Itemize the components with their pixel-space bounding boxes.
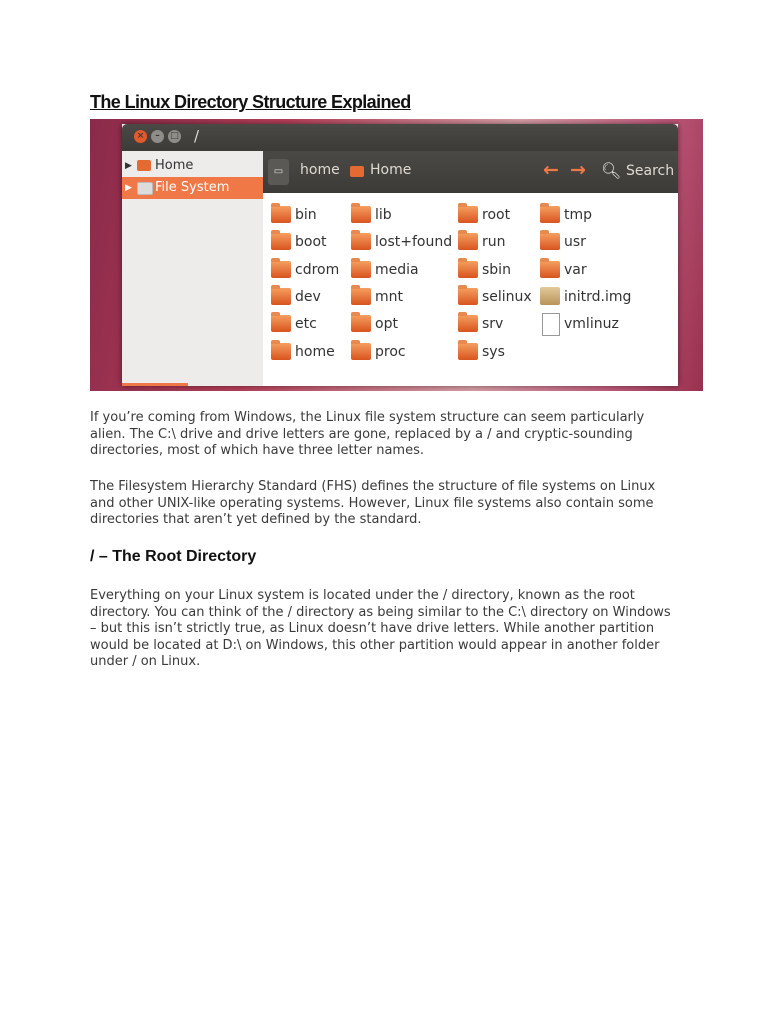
file-label: initrd.img bbox=[564, 289, 632, 305]
file-label: var bbox=[564, 262, 587, 278]
section-heading: / – The Root Directory bbox=[90, 548, 257, 565]
file-label: selinux bbox=[482, 289, 532, 305]
file-label: bin bbox=[295, 207, 317, 223]
file-label: home bbox=[295, 344, 335, 360]
file-label: lost+found bbox=[375, 234, 453, 250]
file-label: sys bbox=[482, 344, 505, 360]
expand-arrow-icon[interactable]: ▶ bbox=[125, 161, 132, 171]
sidebar-item-label: Home bbox=[155, 158, 194, 173]
close-icon[interactable]: × bbox=[134, 130, 147, 143]
folder-icon bbox=[271, 288, 291, 305]
folder-icon bbox=[458, 288, 478, 305]
paragraph: The Filesystem Hierarchy Standard (FHS) defines the structure of file systems on Linux and other UNIX-like operating systems. However, Linux file systems also contain some directories that aren’t yet defined by the standard. bbox=[90, 479, 656, 527]
home-folder-icon bbox=[350, 166, 364, 177]
file-label: root bbox=[482, 207, 511, 223]
folder-icon bbox=[458, 233, 478, 250]
folder-icon bbox=[271, 261, 291, 278]
folder-icon bbox=[458, 343, 478, 360]
expand-arrow-icon[interactable]: ▶ bbox=[125, 183, 132, 193]
sidebar-item-file-system[interactable] bbox=[122, 177, 263, 199]
folder-icon bbox=[351, 233, 371, 250]
paragraph: Everything on your Linux system is located under the / directory, known as the root directory. You can think of the / directory as being similar to the C:\ directory on Windows – but this isn’t strictly true, as Linux doesn’t have drive letters. While another partition would be located at D:\ on Windows, this other partition would appear in another folder under / on Linux. bbox=[90, 588, 671, 669]
folder-icon bbox=[271, 206, 291, 223]
maximize-icon[interactable]: □ bbox=[168, 130, 181, 143]
file-label: usr bbox=[564, 234, 586, 250]
file-label: proc bbox=[375, 344, 406, 360]
search-button[interactable]: Search bbox=[626, 163, 675, 179]
file-label: opt bbox=[375, 316, 398, 332]
minimize-icon[interactable]: – bbox=[151, 130, 164, 143]
file-label: run bbox=[482, 234, 506, 250]
folder-icon bbox=[351, 261, 371, 278]
folder-icon bbox=[458, 315, 478, 332]
file-label: mnt bbox=[375, 289, 403, 305]
file-manager-screenshot bbox=[90, 119, 703, 391]
folder-icon bbox=[351, 288, 371, 305]
document-icon bbox=[542, 313, 560, 336]
drive-icon[interactable]: ▭ bbox=[268, 159, 289, 185]
folder-icon bbox=[351, 206, 371, 223]
file-grid bbox=[263, 193, 678, 386]
folder-icon bbox=[351, 315, 371, 332]
folder-icon bbox=[540, 233, 560, 250]
package-icon bbox=[540, 287, 560, 305]
file-label: cdrom bbox=[295, 262, 340, 278]
file-label: sbin bbox=[482, 262, 511, 278]
file-label: boot bbox=[295, 234, 327, 250]
file-label: lib bbox=[375, 207, 392, 223]
folder-icon bbox=[458, 206, 478, 223]
toolbar bbox=[263, 151, 678, 193]
back-arrow-icon[interactable]: ← bbox=[543, 159, 559, 181]
sidebar-item-label: File System bbox=[155, 180, 230, 195]
breadcrumb-home[interactable]: home bbox=[300, 162, 340, 178]
folder-icon bbox=[458, 261, 478, 278]
page-title: The Linux Directory Structure Explained bbox=[90, 92, 411, 112]
file-manager-window bbox=[122, 124, 678, 386]
folder-icon bbox=[540, 261, 560, 278]
forward-arrow-icon[interactable]: → bbox=[570, 159, 586, 181]
folder-icon bbox=[271, 343, 291, 360]
sidebar bbox=[122, 151, 264, 386]
folder-icon bbox=[540, 206, 560, 223]
file-label: srv bbox=[482, 316, 504, 332]
file-label: dev bbox=[295, 289, 321, 305]
window-title: / bbox=[194, 127, 200, 145]
sidebar-item-home[interactable] bbox=[122, 155, 263, 177]
home-folder-icon bbox=[137, 160, 151, 171]
file-label: tmp bbox=[564, 207, 593, 223]
file-label: media bbox=[375, 262, 419, 278]
file-label: etc bbox=[295, 316, 317, 332]
drive-icon bbox=[137, 182, 153, 195]
search-icon[interactable]: 🔍︎ bbox=[601, 161, 622, 180]
folder-icon bbox=[351, 343, 371, 360]
file-label: vmlinuz bbox=[564, 316, 619, 332]
window-titlebar bbox=[122, 124, 678, 151]
folder-icon bbox=[271, 315, 291, 332]
breadcrumb-home-folder[interactable]: Home bbox=[370, 162, 412, 178]
folder-icon bbox=[271, 233, 291, 250]
sidebar-scrollbar[interactable] bbox=[122, 383, 188, 386]
paragraph: If you’re coming from Windows, the Linux file system structure can seem particularly alien. The C:\ drive and drive letters are gone, replaced by a / and cryptic-sounding directories, most of which have three letter names. bbox=[90, 410, 645, 458]
